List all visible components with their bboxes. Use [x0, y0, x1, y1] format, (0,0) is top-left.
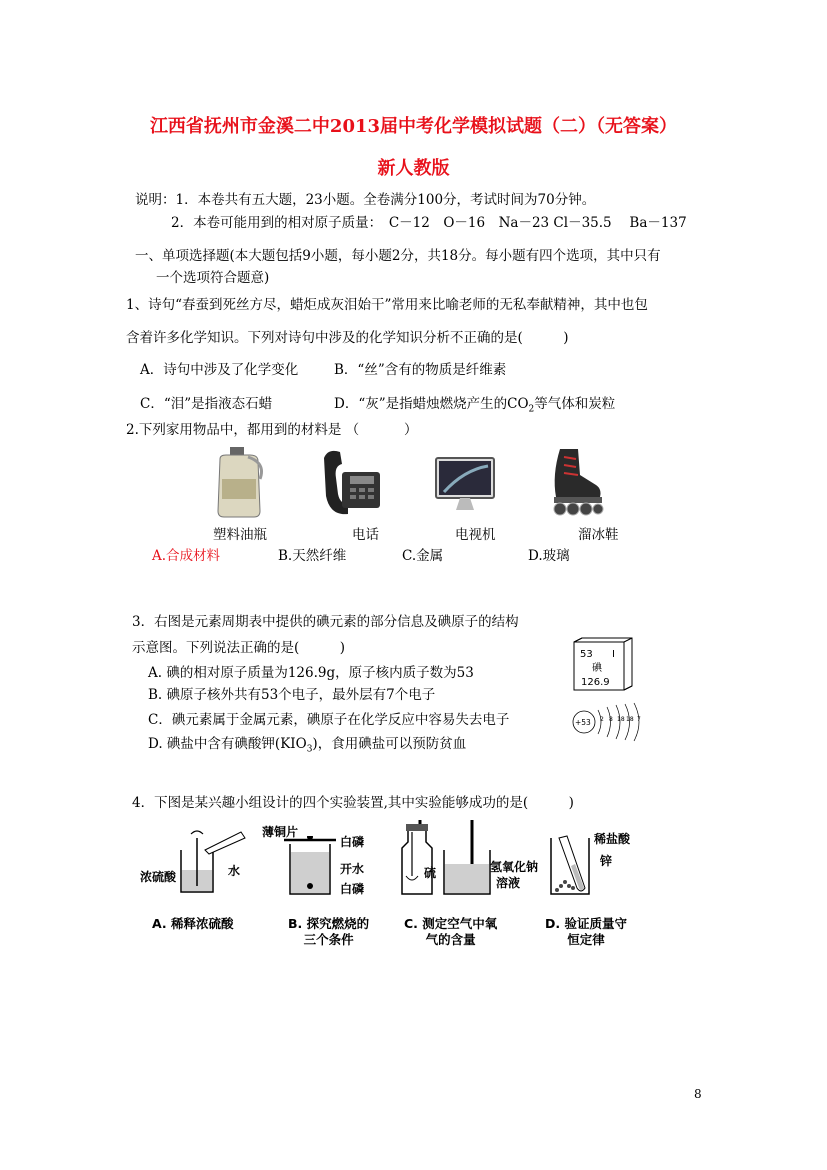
q3-line2: 示意图。下列说法正确的是( ): [132, 640, 346, 656]
telephone-image: [320, 448, 384, 518]
section1-line2: 一个选项符合题意): [156, 270, 270, 286]
cell-mass: 126.9: [581, 677, 610, 688]
q2-item-2: 电话: [352, 527, 379, 543]
caption-a: A. 稀释浓硫酸: [152, 916, 234, 931]
apparatus-b-image: [280, 836, 340, 896]
atom-shell-3: 18: [617, 716, 625, 723]
atom-shell-5: 7: [637, 716, 641, 723]
section1-line1: 一、单项选择题(本大题包括9小题，每小题2分，共18分。每小题有四个选项，其中只有: [135, 248, 661, 264]
title-line1: 江西省抚州市金溪二中2013届中考化学模拟试题（二）（无答案）: [149, 116, 678, 137]
label-copper: 薄铜片: [262, 825, 299, 839]
atom-shell-4: 18: [626, 716, 634, 723]
atom-shell-1: 2: [600, 716, 604, 723]
label-sulfur: 硫: [424, 866, 437, 880]
skate-image: [546, 445, 606, 519]
q4-stem: 4．下图是某兴趣小组设计的四个实验装置,其中实验能够成功的是( ): [132, 795, 574, 811]
page-number: 8: [694, 1087, 702, 1101]
caption-d: D. 验证质量守 恒定律: [545, 916, 627, 947]
q3-line1: 3．右图是元素周期表中提供的碘元素的部分信息及碘原子的结构: [132, 614, 519, 630]
apparatus-c-image: [392, 820, 492, 896]
q1-option-b: B．“丝”含有的物质是纤维素: [334, 362, 507, 378]
label-water: 水: [228, 864, 241, 878]
iodine-element-cell: [572, 632, 634, 692]
cell-symbol: I: [612, 649, 615, 660]
q2-item-1: 塑料油瓶: [213, 527, 267, 543]
label-boiling: 开水: [340, 862, 365, 876]
cell-number: 53: [580, 649, 593, 660]
q3-option-c: C．碘元素属于金属元素，碘原子在化学反应中容易失去电子: [148, 712, 510, 728]
label-whitep-top: 白磷: [340, 835, 365, 849]
q3-option-b: B. 碘原子核外共有53个电子，最外层有7个电子: [148, 687, 436, 703]
apparatus-d-image: [545, 832, 595, 896]
q1-option-a: A．诗句中涉及了化学变化: [140, 362, 299, 378]
label-acid: 浓硫酸: [140, 870, 177, 884]
label-naoh-2: 溶液: [496, 876, 521, 890]
plastic-bottle-image: [210, 445, 270, 519]
label-zinc: 锌: [600, 854, 613, 868]
q3-option-d: D. 碘盐中含有碘酸钾$(KIO_3)$，食用碘盐可以预防贫血: [148, 736, 467, 755]
atom-nucleus: +53: [575, 718, 591, 727]
q2-option-d: D.玻璃: [528, 548, 570, 564]
caption-c: C. 测定空气中氧 气的含量: [404, 916, 498, 947]
television-image: [434, 456, 496, 514]
notes-line2: 2．本卷可能用到的相对原子质量： C－12 O－16 Na－23 Cl－35.5 Ba－137: [171, 215, 687, 231]
q2-option-a: A.合成材料: [152, 548, 221, 564]
q2-option-b: B.天然纤维: [278, 548, 347, 564]
label-naoh-1: 氢氧化钠: [490, 860, 539, 874]
notes-line1: 说明：1．本卷共有五大题，23小题。全卷满分100分，考试时间为70分钟。: [135, 192, 596, 208]
label-whitep-bottom: 白磷: [340, 882, 365, 896]
q2-item-4: 溜冰鞋: [578, 527, 619, 543]
q1-option-d: D．“灰”是指蜡烛燃烧产生的$CO_2$等气体和炭粒: [334, 396, 616, 415]
label-hcl: 稀盐酸: [594, 832, 631, 846]
caption-b: B. 探究燃烧的 三个条件: [288, 916, 370, 947]
q2-stem: 2.下列家用物品中，都用到的材料是 （ ）: [126, 422, 418, 438]
q1-option-c: C．“泪”是指液态石蜡: [140, 396, 273, 412]
title-line2: 新人教版: [377, 158, 450, 179]
atom-shell-2: 8: [609, 716, 613, 723]
apparatus-a-image: [175, 830, 255, 896]
q2-item-3: 电视机: [455, 527, 496, 543]
q1-line1: 1、诗句“春蚕到死丝方尽，蜡炬成灰泪始干”常用来比喻老师的无私奉献精神，其中也包: [126, 297, 648, 313]
q2-option-c: C.金属: [402, 548, 444, 564]
cell-name: 碘: [592, 663, 602, 674]
q1-line2: 含着许多化学知识。下列对诗句中涉及的化学知识分析不正确的是( ): [126, 330, 569, 346]
q3-option-a: A. 碘的相对原子质量为126.9g，原子核内质子数为53: [148, 665, 474, 681]
iodine-atom-diagram: [570, 702, 650, 746]
